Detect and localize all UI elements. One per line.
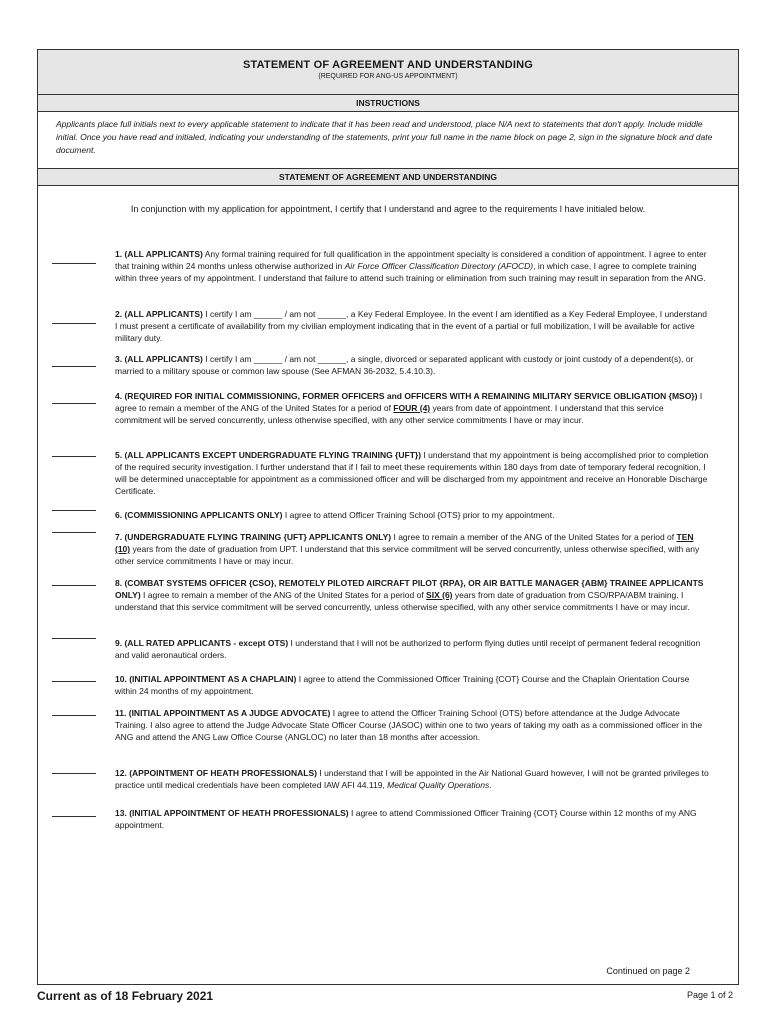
statement-number: 2. [115,309,123,319]
statement-body: I understand that I will be appointed in the Air National Guard however, I will not be granted privileges to practice until medical credentials have been completed IAW AFI 44.119, [115,768,709,790]
initials-line[interactable] [52,637,96,639]
current-as-of: Current as of 18 February 2021 [37,989,214,1003]
statement-heading: (COMMISSIONING APPLICANTS ONLY) [124,510,283,520]
form-subtitle: (REQUIRED FOR ANG-US APPOINTMENT) [318,73,458,80]
statement-body: I agree to attend the Commissioned Officer Training {COT} Course and the Chaplain Orientation Course within 24 months of my appointment. [115,674,690,696]
statement-text [115,807,710,831]
statement-number: 13. [115,808,127,818]
statement-body: I agree to remain a member of the ANG of the United States for a period of [115,391,703,413]
statement-text [115,308,710,344]
service-period: TEN (10) [115,532,694,554]
statement-tail: years from date of appointment. I understand that this service commitment will be served concurrently, unless otherwise specified, with any other service commitments I have or may incur. [115,403,664,425]
statement-heading: (REQUIRED FOR INITIAL COMMISSIONING, FORMER OFFICERS and OFFICERS WITH A REMAINING MILITARY SERVICE OBLIGATION {MSO}) [124,391,698,401]
statement-number: 7. [115,532,123,542]
statement-bar: STATEMENT OF AGREEMENT AND UNDERSTANDING [38,168,738,186]
instructions-bar: INSTRUCTIONS [38,95,738,112]
statement-heading: (INITIAL APPOINTMENT AS A JUDGE ADVOCATE) [128,708,331,718]
continued-note: Continued on page 2 [606,966,690,976]
statement-number: 1. [115,249,123,259]
statement-heading: (ALL APPLICANTS) [124,249,203,259]
statement-number: 11. [115,708,127,718]
statement-body: I certify I am ______ / am not ______, a Key Federal Employee. In the event I am identified as a Key Federal Employee, I understand I must present a certificate of availability from my civilian employment indicating that in the event of a partial or full mobilization, I will be available for active military duty. [115,309,708,343]
statement-body: I certify I am ______ / am not ______, a single, divorced or separated applicant with custody or joint custody of a dependent(s), or married to a military spouse or common law spouse (See AFMAN 36-2032, 5.4.10.3). [115,354,694,376]
statement-text [115,509,710,521]
service-period: FOUR (4) [393,403,431,413]
initials-line[interactable] [52,772,96,774]
statement-reference: Air Force Officer Classification Directory (AFOCD) [344,261,534,271]
statement-body: Any formal training required for full qualification in the appointment specialty is considered a condition of appointment. I agree to enter that training within 24 months unless otherwise authorized in [115,249,707,271]
statement-heading: (INITIAL APPOINTMENT OF HEATH PROFESSIONALS) [129,808,349,818]
statement-number: 12. [115,768,127,778]
statement-body: I understand that I will not be authorized to perform flying duties until receipt of permanent federal recognition and valid aeronautical orders. [115,638,701,660]
statement-tail: . [489,780,492,790]
statement-body: I agree to attend Commissioned Officer Training {COT} Course within 12 months of my ANG appointment. [115,808,697,830]
statement-text [115,637,710,661]
statement-heading: (ALL APPLICANTS EXCEPT UNDERGRADUATE FLYING TRAINING {UFT}) [124,450,422,460]
statement-body: I agree to attend the Officer Training School (OTS) before attendance at the Judge Advocate Training. I also agree to attend the Judge Advocate State Officer Course (JASOC) within one to two years of taking my oath as a commissioned officer in the ANG and attend the ANG Law Office Course (ANGLOC) no later than 18 months after accession. [115,708,703,742]
statement-text [115,577,710,613]
statement-text [115,767,710,791]
form-title: STATEMENT OF AGREEMENT AND UNDERSTANDING [242,59,534,71]
initials-line[interactable] [52,509,96,511]
statement-text [115,353,710,377]
service-period: SIX (6) [426,590,453,600]
statement-number: 5. [115,450,123,460]
statement-heading: (ALL RATED APPLICANTS - except OTS) [124,638,289,648]
statement-heading: (COMBAT SYSTEMS OFFICER {CSO}, REMOTELY PILOTED AIRCRAFT PILOT {RPA}, OR AIR BATTLE MANAGER {ABM} TRAINEE APPLICANTS ONLY) [115,578,704,600]
initials-line[interactable] [52,402,96,404]
statement-heading: (APPOINTMENT OF HEATH PROFESSIONALS) [129,768,317,778]
initials-line[interactable] [52,322,96,324]
initials-line[interactable] [52,531,96,533]
initials-line[interactable] [52,680,96,682]
statement-text [115,390,710,426]
statement-number: 9. [115,638,123,648]
statement-text [115,531,710,567]
statement-tail: years from the date of graduation from UPT. I understand that this service commitment will be served concurrently, unless otherwise specified, with any other service commitments I have or may incur. [115,544,700,566]
initials-line[interactable] [52,714,96,716]
initials-line[interactable] [52,365,96,367]
statement-heading: (INITIAL APPOINTMENT AS A CHAPLAIN) [129,674,297,684]
instructions-text: Applicants place full initials next to every applicable statement to indicate that it has been read and understood, place N/A next to statements that don't apply. Include middle initial. Once you have read and initialed, indicating your understanding of the statements, print your full name in the name block on page 2, sign in the signature block and date document. [56,119,713,155]
title-box [38,50,738,95]
statement-number: 10. [115,674,127,684]
statement-number: 3. [115,354,123,364]
statement-text [115,673,710,697]
statement-text [115,248,710,284]
statement-tail: years from date of graduation from CSO/RPA/ABM training. I understand that this service commitment will be served concurrently, unless otherwise specified, with any other service commitments I have or may incur. [115,590,690,612]
statement-body: I agree to attend Officer Training School {OTS} prior to my appointment. [282,510,555,520]
statement-number: 4. [115,391,123,401]
initials-line[interactable] [52,262,96,264]
statement-text [115,707,710,743]
statement-text [115,449,710,497]
intro-text: In conjunction with my application for appointment, I certify that I understand and agree to the requirements I have initialed below. [130,204,646,214]
page-number: Page 1 of 2 [686,990,733,1000]
initials-line[interactable] [52,815,96,817]
statement-number: 8. [115,578,123,588]
statement-heading: (UNDERGRADUATE FLYING TRAINING {UFT} APPLICANTS ONLY) [124,532,392,542]
statement-body: I agree to remain a member of the ANG of the United States for a period of [391,532,677,542]
initials-line[interactable] [52,455,96,457]
statement-heading: (ALL APPLICANTS) [124,354,203,364]
form-frame [37,49,739,985]
initials-line[interactable] [52,584,96,586]
statement-heading: (ALL APPLICANTS) [124,309,203,319]
statement-body: I agree to remain a member of the ANG of the United States for a period of [140,590,427,600]
statement-number: 6. [115,510,123,520]
statement-reference: Medical Quality Operations [387,780,490,790]
statement-body: I understand that my appointment is being accomplished prior to completion of the required security investigation. I further understand that if I fail to meet these requirements within 180 days from date of temporary federal recognition, I will be determined unacceptable for appointment as a commissioned officer and will be discharged from my appointment and receive an Honorable Discharge Certificate. [115,450,709,496]
statement-tail: , in which case, I agree to complete training within three years of my appointment. I understand that failure to attend such training or elimination from such training may result in separation from the ANG. [115,261,706,283]
